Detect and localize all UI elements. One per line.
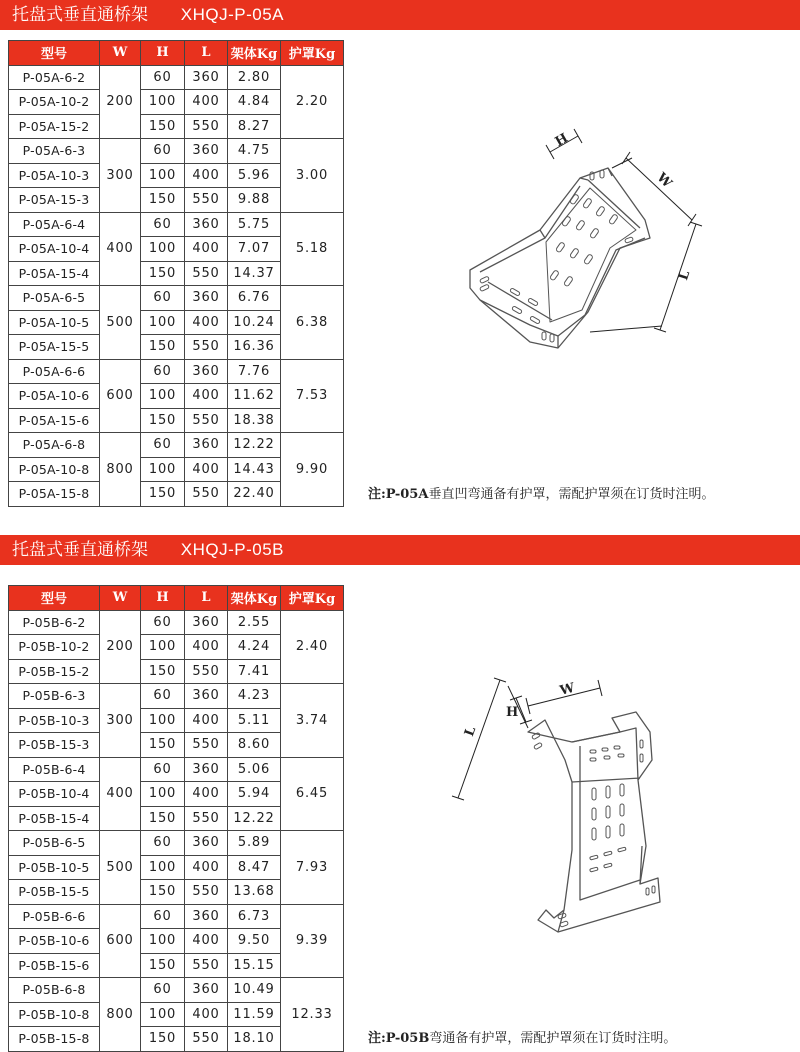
header-frame-kg: 架体Kg [228,41,281,66]
table-row [9,978,344,1003]
frame-kg-cell: 9.88 [228,188,281,213]
section-a-title: 托盘式垂直通桥架 [12,5,148,24]
section-b-note-code: 注:P-05B [368,1031,430,1046]
length-cell: 360 [185,139,228,164]
model-cell: P-05B-10-3 [9,708,100,733]
height-cell: 60 [141,978,185,1003]
length-cell: 400 [185,237,228,262]
cover-kg-cell: 6.38 [281,286,344,360]
table-row [9,433,344,458]
header-h: H [141,586,185,611]
spec-table-a [8,40,344,507]
length-cell: 550 [185,880,228,905]
header-frame-kg: 架体Kg [228,586,281,611]
frame-kg-cell: 15.15 [228,953,281,978]
section-a-note [368,483,714,502]
height-cell: 60 [141,904,185,929]
length-cell: 400 [185,1002,228,1027]
length-cell: 550 [185,1027,228,1052]
height-cell: 60 [141,65,185,90]
frame-kg-cell: 5.06 [228,757,281,782]
frame-kg-cell: 4.75 [228,139,281,164]
model-cell: P-05B-10-6 [9,929,100,954]
cover-kg-cell: 9.39 [281,904,344,978]
length-cell: 400 [185,782,228,807]
length-cell: 360 [185,757,228,782]
section-b-code: XHQJ-P-05B [180,540,284,559]
model-cell: P-05A-6-2 [9,65,100,90]
height-cell: 150 [141,880,185,905]
spec-table-b [8,585,344,1052]
height-cell: 150 [141,733,185,758]
width-cell: 300 [100,684,141,758]
header-model: 型号 [9,586,100,611]
section-a-note-code: 注:P-05A [368,487,429,502]
height-cell: 150 [141,261,185,286]
table-row [9,904,344,929]
length-cell: 550 [185,953,228,978]
height-cell: 60 [141,212,185,237]
header-l: L [185,41,228,66]
frame-kg-cell: 6.73 [228,904,281,929]
length-cell: 550 [185,188,228,213]
cover-kg-cell: 3.74 [281,684,344,758]
model-cell: P-05B-15-2 [9,659,100,684]
length-cell: 550 [185,114,228,139]
height-cell: 150 [141,482,185,507]
model-cell: P-05B-6-2 [9,610,100,635]
cover-kg-cell: 2.20 [281,65,344,139]
frame-kg-cell: 9.50 [228,929,281,954]
dim-b-l: L [462,724,480,739]
frame-kg-cell: 8.60 [228,733,281,758]
section-b-note [368,1027,676,1046]
model-cell: P-05B-6-4 [9,757,100,782]
header-w: W [100,41,141,66]
length-cell: 400 [185,708,228,733]
height-cell: 60 [141,139,185,164]
frame-kg-cell: 14.43 [228,457,281,482]
model-cell: P-05A-15-5 [9,335,100,360]
cover-kg-cell: 9.90 [281,433,344,507]
height-cell: 100 [141,1002,185,1027]
model-cell: P-05B-15-3 [9,733,100,758]
length-cell: 360 [185,978,228,1003]
height-cell: 60 [141,831,185,856]
frame-kg-cell: 4.23 [228,684,281,709]
frame-kg-cell: 14.37 [228,261,281,286]
length-cell: 360 [185,610,228,635]
length-cell: 360 [185,65,228,90]
frame-kg-cell: 8.27 [228,114,281,139]
frame-kg-cell: 7.76 [228,359,281,384]
model-cell: P-05A-10-2 [9,90,100,115]
model-cell: P-05A-10-3 [9,163,100,188]
header-model: 型号 [9,41,100,66]
model-cell: P-05A-15-4 [9,261,100,286]
model-cell: P-05B-6-5 [9,831,100,856]
height-cell: 100 [141,782,185,807]
frame-kg-cell: 5.11 [228,708,281,733]
dim-a-l: L [676,268,694,283]
frame-kg-cell: 12.22 [228,433,281,458]
width-cell: 300 [100,139,141,213]
dim-a-w: W [653,170,675,192]
table-row [9,359,344,384]
length-cell: 550 [185,733,228,758]
frame-kg-cell: 2.80 [228,65,281,90]
height-cell: 100 [141,384,185,409]
length-cell: 360 [185,904,228,929]
length-cell: 360 [185,831,228,856]
width-cell: 400 [100,212,141,286]
section-a-note-text: 垂直凹弯通备有护罩，需配护罩须在订货时注明。 [428,487,715,502]
length-cell: 400 [185,90,228,115]
length-cell: 360 [185,433,228,458]
height-cell: 60 [141,286,185,311]
model-cell: P-05A-6-8 [9,433,100,458]
height-cell: 60 [141,359,185,384]
length-cell: 360 [185,212,228,237]
frame-kg-cell: 11.59 [228,1002,281,1027]
length-cell: 360 [185,286,228,311]
header-cover-kg: 护罩Kg [281,41,344,66]
dim-b-w: W [558,680,577,699]
width-cell: 800 [100,433,141,507]
model-cell: P-05A-15-3 [9,188,100,213]
model-cell: P-05B-15-6 [9,953,100,978]
width-cell: 600 [100,359,141,433]
table-row [9,831,344,856]
elbow-b-slots [532,732,655,927]
table-row [9,286,344,311]
table-row [9,139,344,164]
model-cell: P-05A-6-4 [9,212,100,237]
model-cell: P-05B-6-3 [9,684,100,709]
model-cell: P-05A-6-3 [9,139,100,164]
model-cell: P-05A-15-8 [9,482,100,507]
model-cell: P-05A-15-2 [9,114,100,139]
height-cell: 150 [141,335,185,360]
frame-kg-cell: 5.75 [228,212,281,237]
height-cell: 60 [141,684,185,709]
height-cell: 100 [141,708,185,733]
length-cell: 400 [185,635,228,660]
length-cell: 550 [185,335,228,360]
length-cell: 550 [185,482,228,507]
width-cell: 500 [100,286,141,360]
length-cell: 550 [185,659,228,684]
length-cell: 400 [185,384,228,409]
length-cell: 400 [185,855,228,880]
table-row [9,610,344,635]
frame-kg-cell: 8.47 [228,855,281,880]
frame-kg-cell: 10.24 [228,310,281,335]
length-cell: 360 [185,684,228,709]
frame-kg-cell: 18.10 [228,1027,281,1052]
height-cell: 150 [141,408,185,433]
length-cell: 550 [185,806,228,831]
frame-kg-cell: 10.49 [228,978,281,1003]
cover-kg-cell: 6.45 [281,757,344,831]
model-cell: P-05B-6-6 [9,904,100,929]
frame-kg-cell: 6.76 [228,286,281,311]
dim-b-h: H [506,705,519,720]
height-cell: 60 [141,757,185,782]
model-cell: P-05A-10-8 [9,457,100,482]
table-row [9,212,344,237]
width-cell: 200 [100,65,141,139]
table-header-row [9,586,344,611]
table-header-row [9,41,344,66]
model-cell: P-05A-10-6 [9,384,100,409]
section-b-title: 托盘式垂直通桥架 [12,540,148,559]
header-l: L [185,586,228,611]
section-a-banner [0,0,800,30]
cover-kg-cell: 2.40 [281,610,344,684]
cover-kg-cell: 3.00 [281,139,344,213]
frame-kg-cell: 16.36 [228,335,281,360]
header-h: H [141,41,185,66]
model-cell: P-05A-6-6 [9,359,100,384]
frame-kg-cell: 11.62 [228,384,281,409]
height-cell: 150 [141,659,185,684]
elbow-a-outline [470,168,650,348]
header-w: W [100,586,141,611]
length-cell: 400 [185,457,228,482]
width-cell: 200 [100,610,141,684]
length-cell: 400 [185,929,228,954]
height-cell: 100 [141,855,185,880]
cover-kg-cell: 7.53 [281,359,344,433]
width-cell: 400 [100,757,141,831]
frame-kg-cell: 5.94 [228,782,281,807]
length-cell: 400 [185,163,228,188]
length-cell: 400 [185,310,228,335]
frame-kg-cell: 13.68 [228,880,281,905]
height-cell: 150 [141,1027,185,1052]
table-row [9,65,344,90]
model-cell: P-05B-15-5 [9,880,100,905]
height-cell: 150 [141,114,185,139]
elbow-a-slots [480,170,634,342]
height-cell: 100 [141,635,185,660]
frame-kg-cell: 5.89 [228,831,281,856]
table-row [9,684,344,709]
dim-a-h: H [552,130,571,150]
model-cell: P-05B-6-8 [9,978,100,1003]
model-cell: P-05A-15-6 [9,408,100,433]
height-cell: 100 [141,90,185,115]
model-cell: P-05A-10-5 [9,310,100,335]
height-cell: 100 [141,237,185,262]
height-cell: 60 [141,610,185,635]
length-cell: 550 [185,408,228,433]
height-cell: 100 [141,457,185,482]
section-b-banner [0,535,800,565]
frame-kg-cell: 2.55 [228,610,281,635]
frame-kg-cell: 5.96 [228,163,281,188]
section-b-note-text: 弯通备有护罩，需配护罩须在订货时注明。 [429,1031,677,1046]
cover-kg-cell: 7.93 [281,831,344,905]
frame-kg-cell: 22.40 [228,482,281,507]
width-cell: 800 [100,978,141,1052]
height-cell: 150 [141,188,185,213]
height-cell: 100 [141,929,185,954]
header-cover-kg: 护罩Kg [281,586,344,611]
elbow-b-drawing [440,670,680,940]
frame-kg-cell: 7.07 [228,237,281,262]
model-cell: P-05B-15-4 [9,806,100,831]
height-cell: 100 [141,310,185,335]
frame-kg-cell: 7.41 [228,659,281,684]
height-cell: 60 [141,433,185,458]
width-cell: 600 [100,904,141,978]
length-cell: 360 [185,359,228,384]
frame-kg-cell: 18.38 [228,408,281,433]
elbow-a-drawing [440,120,710,370]
model-cell: P-05B-10-2 [9,635,100,660]
model-cell: P-05B-15-8 [9,1027,100,1052]
width-cell: 500 [100,831,141,905]
height-cell: 100 [141,163,185,188]
section-a-code: XHQJ-P-05A [180,5,284,24]
frame-kg-cell: 12.22 [228,806,281,831]
table-row [9,757,344,782]
model-cell: P-05A-6-5 [9,286,100,311]
cover-kg-cell: 12.33 [281,978,344,1052]
model-cell: P-05B-10-5 [9,855,100,880]
height-cell: 150 [141,806,185,831]
frame-kg-cell: 4.24 [228,635,281,660]
cover-kg-cell: 5.18 [281,212,344,286]
model-cell: P-05B-10-4 [9,782,100,807]
model-cell: P-05A-10-4 [9,237,100,262]
height-cell: 150 [141,953,185,978]
length-cell: 550 [185,261,228,286]
frame-kg-cell: 4.84 [228,90,281,115]
model-cell: P-05B-10-8 [9,1002,100,1027]
